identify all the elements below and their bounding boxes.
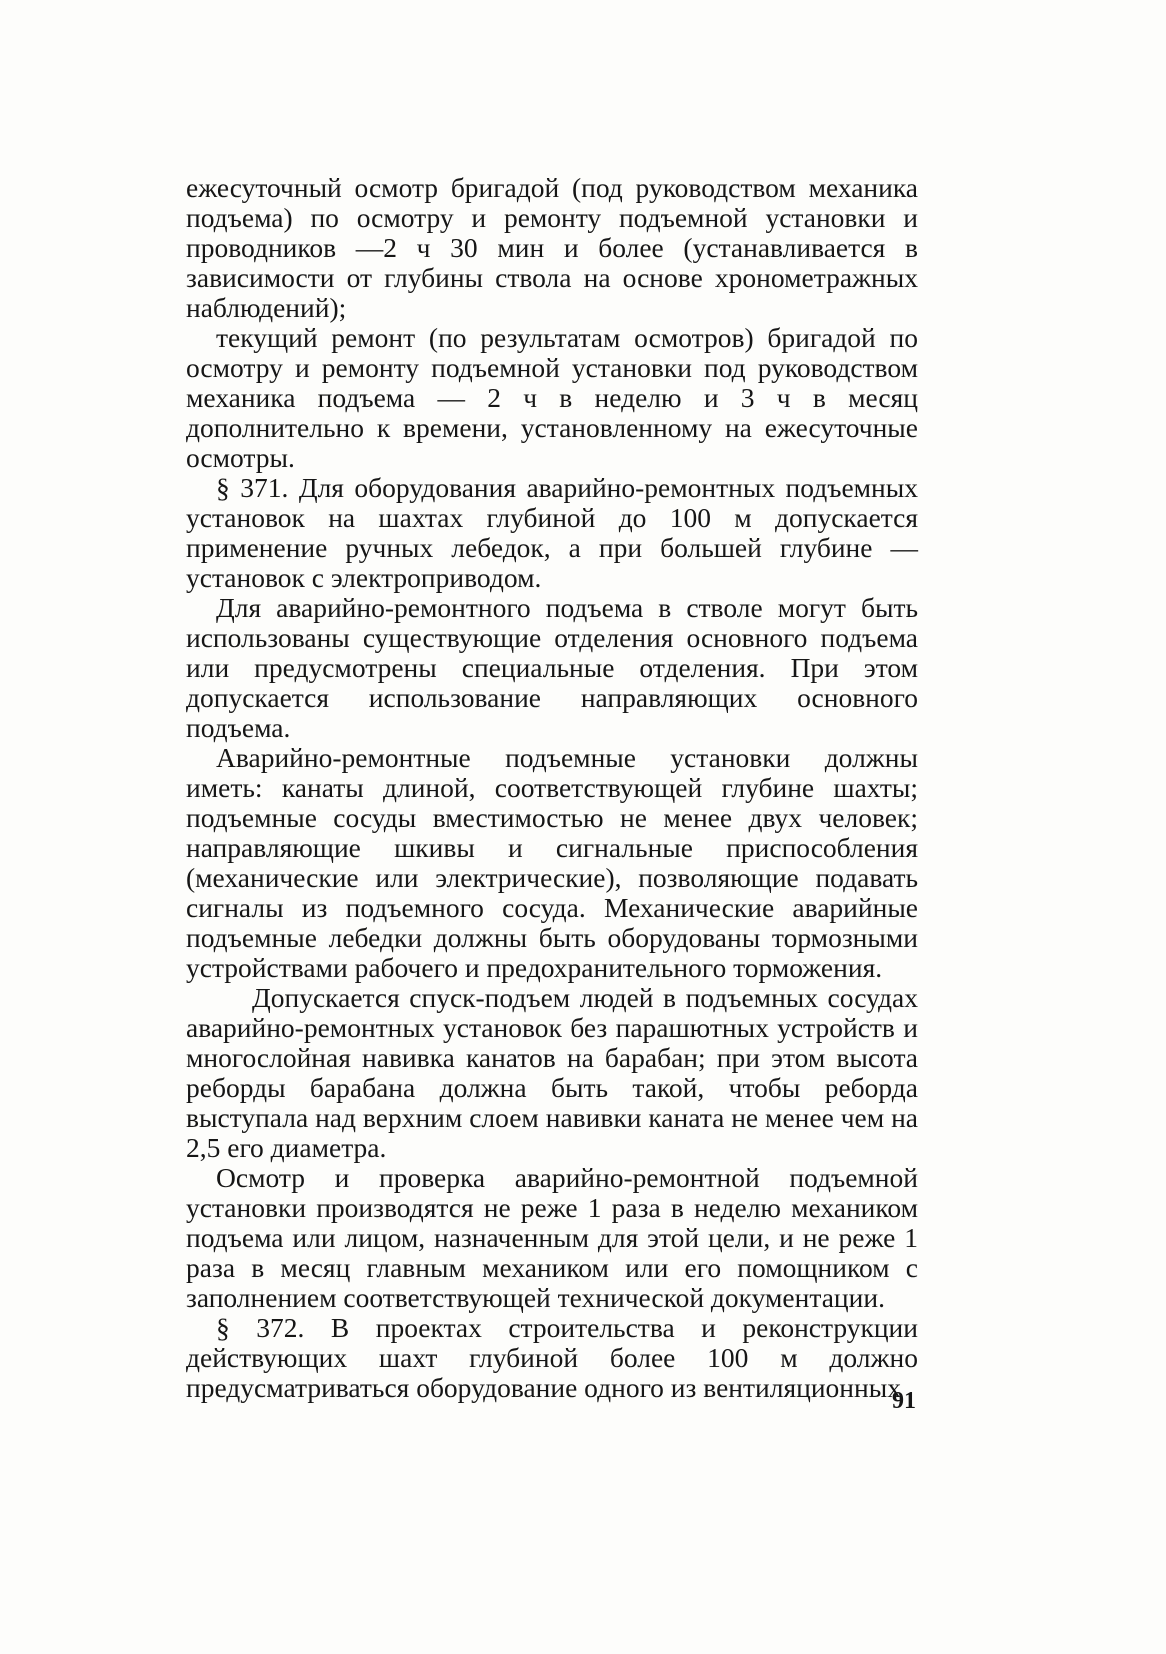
paragraph-inspection-schedule: Осмотр и проверка аварийно-ремонтной подъемной установки производятся не реже 1 раза в неделю механиком подъема или лицом, назначенным для этой цели, и не реже 1 раза в месяц главным механиком или его помощником с заполнением соответствующей технической документации. — [186, 1162, 918, 1313]
paragraph-section-372: § 372. В проектах строительства и реконструкции действующих шахт глубиной более 100 м должно предусматриваться оборудование одного из вентиляционных — [186, 1312, 918, 1403]
paragraph-emergency-hoist-compartments: Для аварийно-ремонтного подъема в стволе могут быть использованы существующие отделения основного подъема или предусмотрены специальные отделения. При этом допускается использование направляющих основного подъема. — [186, 592, 918, 743]
paragraph-daily-inspection: ежесуточный осмотр бригадой (под руководством механика подъема) по осмотру и ремонту подъемной установки и проводников —2 ч 30 мин и более (устанавливается в зависимости от глубины ствола на основе хронометражных наблюдений); — [186, 172, 918, 323]
paragraph-section-371: § 371. Для оборудования аварийно-ремонтных подъемных установок на шахтах глубиной до 100 м допускается применение ручных лебедок, а при большей глубине — установок с электроприводом. — [186, 472, 918, 593]
body-text — [186, 173, 918, 1403]
paragraph-people-transport: Допускается спуск-подъем людей в подъемных сосудах аварийно-ремонтных установок без парашютных устройств и многослойная навивка канатов на барабан; при этом высота реборды барабана должна быть такой, чтобы реборда выступала над верхним слоем навивки каната не менее чем на 2,5 его диаметра. — [186, 982, 918, 1163]
page-number: 91 — [892, 1388, 916, 1414]
paragraph-current-repair: текущий ремонт (по результатам осмотров) бригадой по осмотру и ремонту подъемной установки под руководством механика подъема — 2 ч в неделю и 3 ч в месяц дополнительно к времени, установленному на ежесуточные осмотры. — [186, 322, 918, 473]
paragraph-emergency-hoist-requirements: Аварийно-ремонтные подъемные установки должны иметь: канаты длиной, соответствующей глубине шахты; подъемные сосуды вместимостью не менее двух человек; направляющие шкивы и сигнальные приспособления (механические или электрические), позволяющие подавать сигналы из подъемного сосуда. Механические аварийные подъемные лебедки должны быть оборудованы тормозными устройствами рабочего и предохранительного торможения. — [186, 742, 918, 983]
